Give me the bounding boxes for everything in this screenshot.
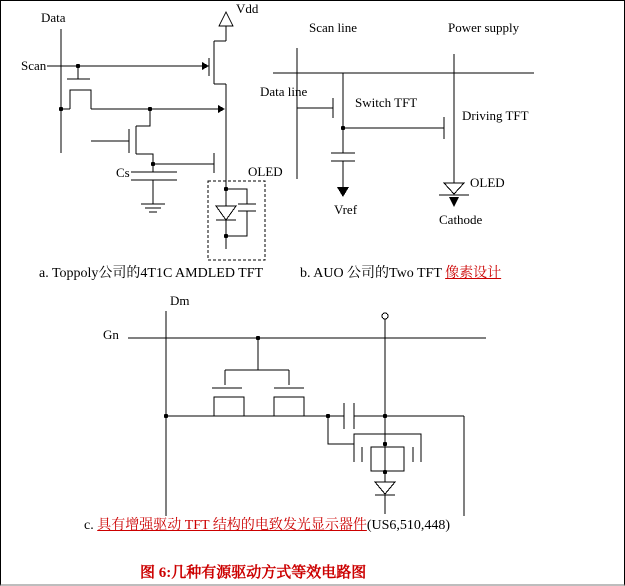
switch-tft-label: Switch TFT bbox=[355, 95, 418, 110]
vdd-label: Vdd bbox=[236, 1, 259, 16]
cs-capacitor-label: Cs bbox=[116, 165, 130, 180]
oled-diode-icon bbox=[375, 482, 395, 494]
vref-label: Vref bbox=[334, 202, 358, 217]
junction-dot bbox=[256, 336, 260, 340]
caption-c-suffix: (US6,510,448) bbox=[366, 518, 451, 533]
ground-icon bbox=[141, 204, 165, 212]
data-line-label-b: Data line bbox=[260, 84, 308, 99]
power-supply-label: Power supply bbox=[448, 20, 520, 35]
junction-dot bbox=[224, 187, 228, 191]
junction-dot bbox=[383, 414, 387, 418]
junction-dot bbox=[341, 126, 345, 130]
caption-b-red-link: 像素设计 bbox=[445, 266, 502, 281]
circuit-a-schematic bbox=[47, 12, 265, 260]
junction-dot bbox=[383, 470, 387, 474]
caption-panel-b bbox=[300, 266, 501, 283]
dm-label: Dm bbox=[170, 293, 190, 308]
scan-line-label-b: Scan line bbox=[309, 20, 358, 35]
figure-caption: 图 6:几种有源驱动方式等效电路图 bbox=[140, 565, 367, 581]
circuit-c-wires bbox=[128, 311, 486, 516]
caption-c-red-link: 具有增强驱动 TFT 结构的电致发光显示器件 bbox=[97, 518, 367, 533]
caption-b-text: b. AUO 公司的Two TFT bbox=[300, 266, 446, 281]
dual-gate-channel-box bbox=[371, 447, 404, 471]
driving-tft-label: Driving TFT bbox=[462, 108, 529, 123]
junction-dot bbox=[148, 107, 152, 111]
data-line-label: Data bbox=[41, 10, 66, 25]
terminal-circle-icon bbox=[382, 313, 388, 319]
caption-a-text: a. Toppoly公司的4T1C AMDLED TFT bbox=[39, 266, 264, 281]
vdd-triangle-icon bbox=[219, 12, 233, 26]
oled-label-a: OLED bbox=[248, 164, 283, 179]
oled-label-b: OLED bbox=[470, 175, 505, 190]
cathode-arrowhead-icon bbox=[449, 197, 459, 207]
junction-dot bbox=[164, 414, 168, 418]
rail-arrowhead-icon bbox=[218, 105, 225, 113]
circuit-schematic-drawing bbox=[1, 1, 624, 584]
junction-dot bbox=[76, 64, 80, 68]
junction-dot bbox=[224, 234, 228, 238]
oled-diode-icon bbox=[444, 183, 464, 194]
vref-arrowhead-icon bbox=[337, 187, 349, 197]
caption-panel-c bbox=[84, 518, 450, 535]
junction-dot bbox=[59, 107, 63, 111]
scan-line-label: Scan bbox=[21, 58, 47, 73]
circuit-a-wires bbox=[47, 26, 256, 249]
caption-c-prefix: c. bbox=[84, 518, 98, 533]
cathode-label: Cathode bbox=[439, 212, 483, 227]
scan-arrowhead-icon bbox=[202, 62, 209, 70]
junction-dot bbox=[326, 414, 330, 418]
gn-label: Gn bbox=[103, 327, 119, 342]
caption-panel-a bbox=[39, 266, 263, 283]
oled-diode-icon bbox=[216, 206, 236, 220]
junction-dot bbox=[151, 162, 155, 166]
circuit-c-schematic bbox=[128, 311, 486, 516]
junction-dot bbox=[383, 442, 387, 446]
